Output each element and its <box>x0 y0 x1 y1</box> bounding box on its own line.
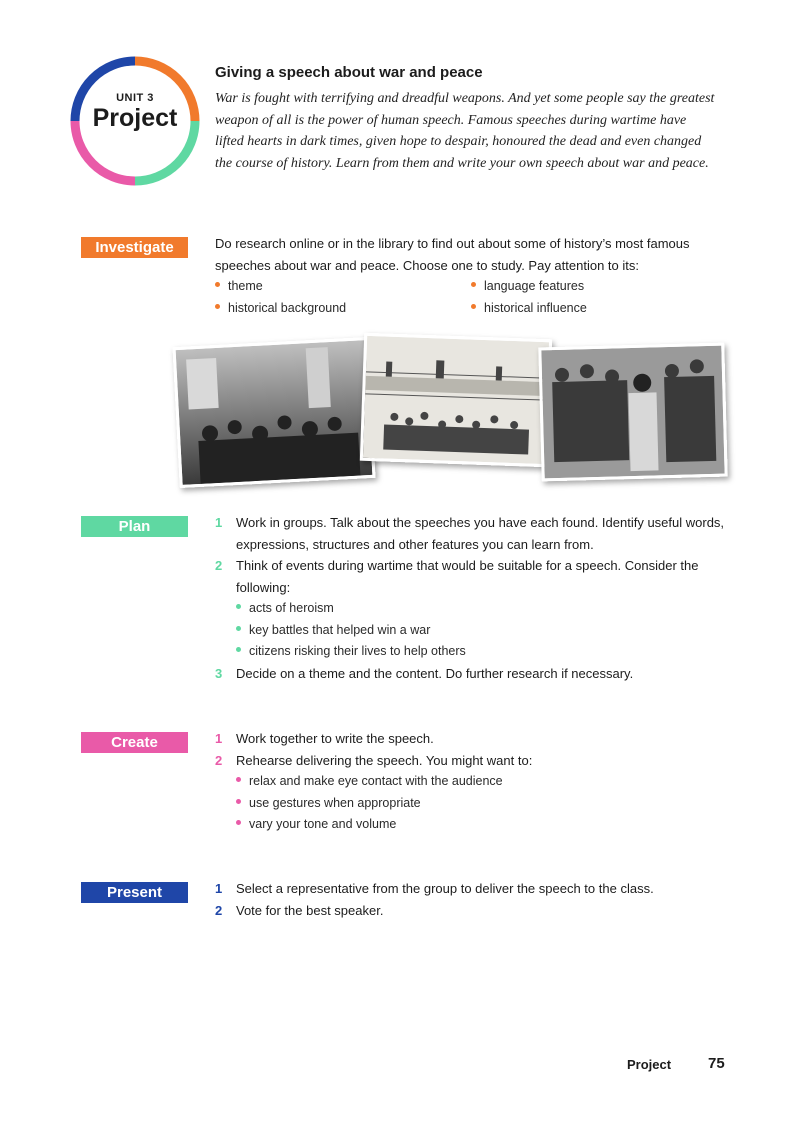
section-label-present: Present <box>81 882 188 903</box>
section-label-create: Create <box>81 732 188 753</box>
investigate-bullet: theme <box>215 279 263 293</box>
section-label-investigate: Investigate <box>81 237 188 258</box>
unit-title: Project <box>92 104 178 132</box>
bullet-dot <box>471 282 476 287</box>
investigate-bullet: historical influence <box>471 301 587 315</box>
bullet-dot <box>215 304 220 309</box>
intro-paragraph: War is fought with terrifying and dreadful weapons. And yet some people say the greatest weapon of all is the power of human speech. Famous speeches during wartime have lifted hearts in dark times, given hope to despair, honoured the dead and even changed the course of history. Learn from them and write your own speech about war and peace. <box>215 91 715 171</box>
section-label-plan: Plan <box>81 516 188 537</box>
list-item: 2 Think of events during wartime that would be suitable for a speech. Consider the following: <box>215 558 699 595</box>
list-item: 1 Select a representative from the group to deliver the speech to the class. <box>215 881 654 896</box>
plan-sub-bullet: acts of heroism <box>215 598 735 620</box>
present-list <box>215 878 735 921</box>
list-item: 2 Vote for the best speaker. <box>215 902 384 918</box>
page-number: 75 <box>708 1055 725 1072</box>
photo-engraving-river <box>360 333 552 467</box>
footer-section-name: Project <box>627 1057 672 1072</box>
list-item: 3 Decide on a theme and the content. Do further research if necessary. <box>215 665 634 681</box>
investigate-bullet: historical background <box>215 301 346 315</box>
bullet-dot <box>215 282 220 287</box>
create-sub-bullet: use gestures when appropriate <box>215 793 735 815</box>
photo-crowd-hall <box>172 337 375 488</box>
plan-sub-bullet: key battles that helped win a war <box>215 620 735 642</box>
photo-soldiers <box>538 343 727 482</box>
plan-list <box>215 512 735 684</box>
investigate-text: Do research online or in the library to find out about some of history’s most famous speeches about war and peace. Choose one to study. Pay attention to its: <box>215 236 690 273</box>
page-heading: Giving a speech about war and peace <box>215 64 483 81</box>
create-list <box>215 728 735 836</box>
create-sub-bullet: relax and make eye contact with the audience <box>215 771 735 793</box>
list-item: 1 Work together to write the speech. <box>215 731 434 746</box>
create-sub-bullet: vary your tone and volume <box>215 814 735 836</box>
unit-label: UNIT 3 <box>116 92 154 104</box>
bullet-dot <box>471 304 476 309</box>
plan-sub-bullet: citizens risking their lives to help others <box>215 641 735 663</box>
list-item: 1 Work in groups. Talk about the speeches you have each found. Identify useful words, expressions, structures and other features you can learn from. <box>215 515 725 552</box>
list-item: 2 Rehearse delivering the speech. You might want to: <box>215 752 533 768</box>
investigate-bullet: language features <box>471 279 584 293</box>
